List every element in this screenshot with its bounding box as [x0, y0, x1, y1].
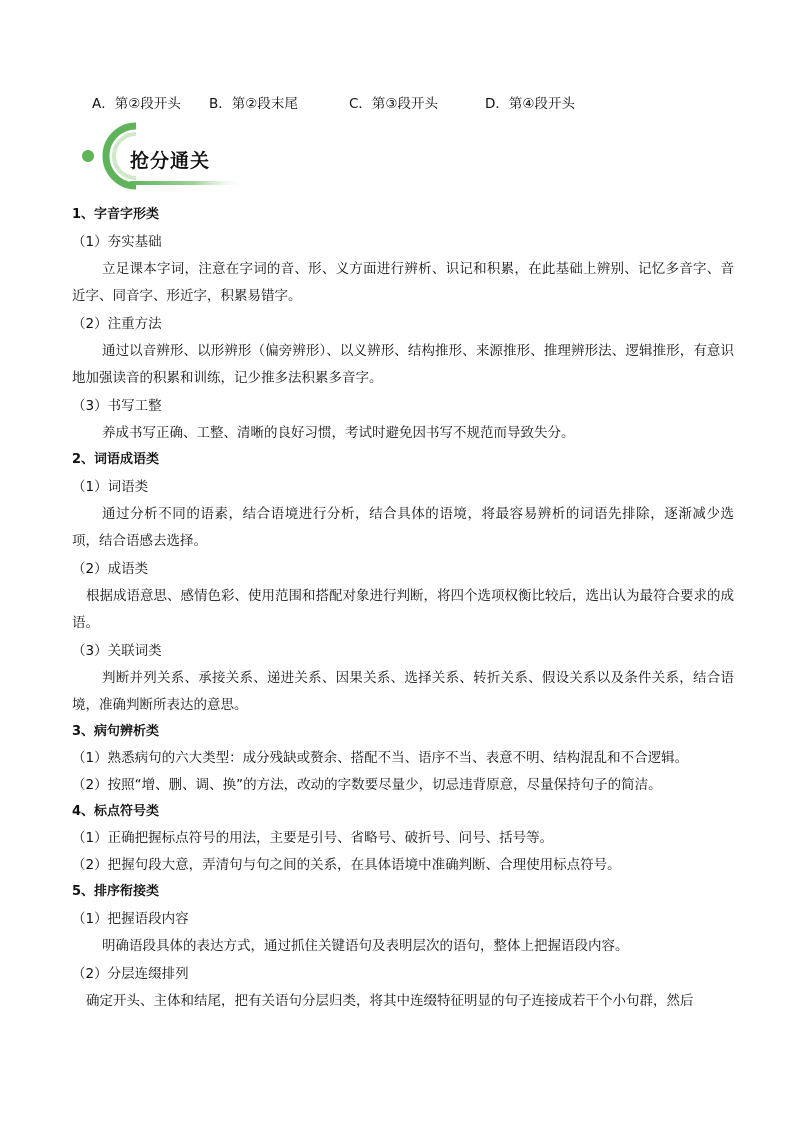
- subheading: （1）词语类: [72, 479, 149, 495]
- option-b: B．第②段末尾: [209, 96, 298, 112]
- section-heading-4: 4、标点符号类: [72, 804, 160, 819]
- subheading: （3）书写工整: [72, 398, 162, 414]
- paragraph: （2）按照“增、删、调、换”的方法，改动的字数要尽量少，切忌违背原意，尽量保持句子的简洁。: [72, 777, 662, 793]
- logo-underline: [130, 181, 248, 185]
- paragraph: 根据成语意思、感情色彩、使用范围和搭配对象进行判断，将四个选项权衡比较后，选出认为最符合要求的成语。: [72, 588, 734, 631]
- logo-dot-icon: [82, 150, 94, 162]
- subheading: （1）把握语段内容: [72, 911, 189, 927]
- paragraph: 判断并列关系、承接关系、递进关系、因果关系、选择关系、转折关系、假设关系以及条件关系，结合语境，准确判断所表达的意思。: [72, 670, 734, 713]
- section-heading-2: 2、词语成语类: [72, 452, 160, 467]
- section-heading-3: 3、病句辨析类: [72, 724, 160, 739]
- subheading: （1）夯实基础: [72, 234, 162, 250]
- main-content: [72, 202, 734, 1015]
- paragraph: 通过以音辨形、以形辨形（偏旁辨形）、以义辨形、结构推形、来源推形、推理辨形法、逻辑推形，有意识地加强读音的积累和训练，记少推多法积累多音字。: [72, 343, 734, 386]
- subheading: （2）成语类: [72, 561, 149, 577]
- paragraph: 通过分析不同的语素，结合语境进行分析，结合具体的语境，将最容易辨析的词语先排除，逐渐减少选项，结合语感去选择。: [72, 506, 734, 549]
- paragraph: （1）熟悉病句的六大类型：成分残缺或赘余、搭配不当、语序不当、表意不明、结构混乱和不合逻辑。: [72, 750, 689, 766]
- answer-options: [92, 92, 732, 116]
- subheading: （2）注重方法: [72, 316, 162, 332]
- paragraph: 立足课本字词，注意在字词的音、形、义方面进行辨析、识记和积累，在此基础上辨别、记忆多音字、音近字、同音字、形近字，积累易错字。: [72, 261, 734, 304]
- paragraph: 确定开头、主体和结尾，把有关语句分层归类，将其中连缀特征明显的句子连接成若干个小句群，然后: [86, 993, 694, 1009]
- paragraph: 明确语段具体的表达方式，通过抓住关键语句及表明层次的语句，整体上把握语段内容。: [102, 938, 629, 954]
- paragraph: 养成书写正确、工整、清晰的良好习惯，考试时避免因书写不规范而导致失分。: [102, 425, 575, 441]
- subheading: （3）关联词类: [72, 643, 162, 659]
- paragraph: （1）正确把握标点符号的用法，主要是引号、省略号、破折号、问号、括号等。: [72, 830, 554, 846]
- paragraph: （2）把握句段大意，弄清句与句之间的关系，在具体语境中准确判断、合理使用标点符号。: [72, 857, 621, 873]
- section-heading-5: 5、排序衔接类: [72, 884, 160, 899]
- option-c: C．第③段开头: [349, 96, 439, 112]
- subheading: （2）分层连缀排列: [72, 966, 189, 982]
- section-heading-1: 1、字音字形类: [72, 207, 160, 222]
- option-a: A．第②段开头: [92, 96, 181, 112]
- option-d: D．第④段开头: [485, 96, 575, 112]
- section-title: 抢分通关: [130, 150, 211, 172]
